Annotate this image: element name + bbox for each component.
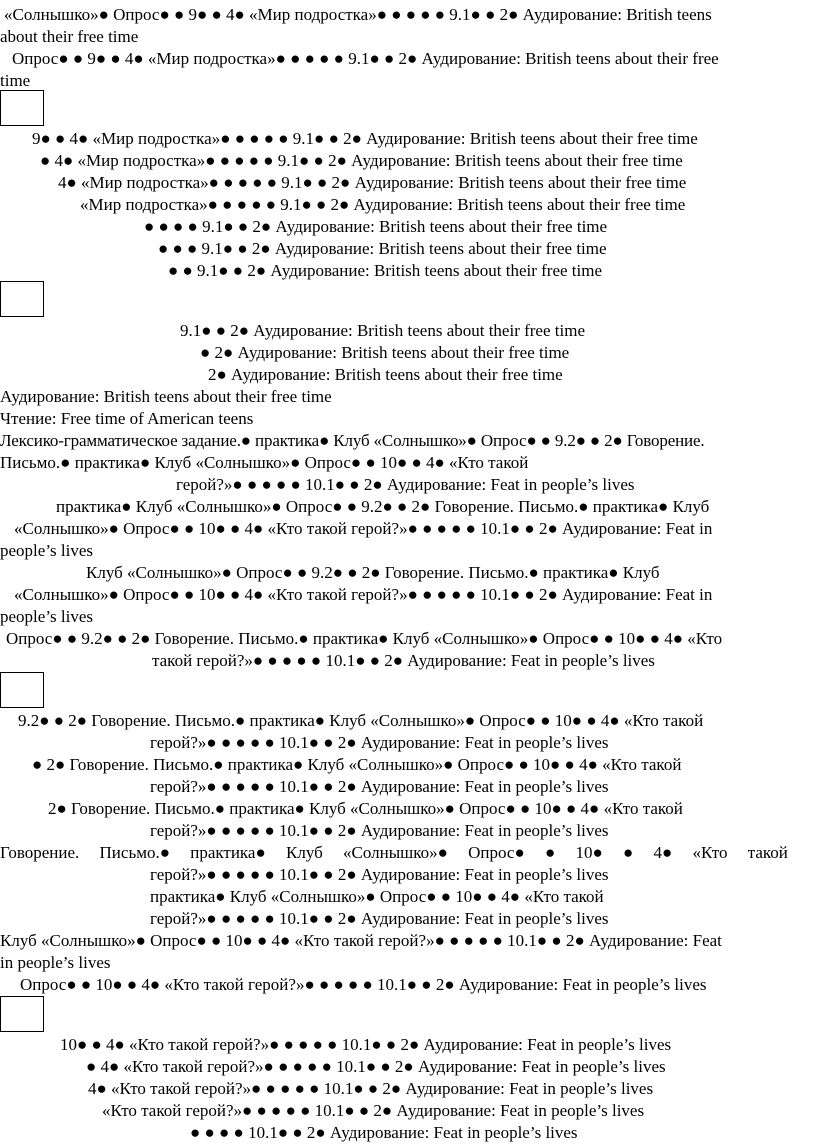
text-line: Чтение: Free time of American teens xyxy=(0,409,254,428)
empty-box xyxy=(0,996,44,1032)
text-line: Опрос● ● 9● ● 4● «Мир подростка»● ● ● ● ● 9.1● ● 2● Аудирование: British teens about their free xyxy=(12,49,719,68)
empty-box xyxy=(0,90,44,126)
text-line: 4● «Кто такой герой?»● ● ● ● ● 10.1● ● 2● Аудирование: Feat in people’s lives xyxy=(88,1079,654,1098)
text-line: Письмо.● практика● Клуб «Солнышко»● Опрос● ● 10● ● 4● «Кто такой xyxy=(0,453,529,472)
text-line: ● 2● Аудирование: British teens about their free time xyxy=(200,343,570,362)
text-line: герой?»● ● ● ● ● 10.1● ● 2● Аудирование: Feat in people’s lives xyxy=(150,865,609,884)
text-line: Опрос● ● 10● ● 4● «Кто такой герой?»● ● ● ● ● 10.1● ● 2● Аудирование: Feat in people’s lives xyxy=(20,975,707,994)
text-line: ● 4● «Кто такой герой?»● ● ● ● ● 10.1● ● 2● Аудирование: Feat in people’s lives xyxy=(86,1057,666,1076)
text-line: Опрос● ● 9.2● ● 2● Говорение. Письмо.● практика● Клуб «Солнышко»● Опрос● ● 10● ● 4● «Кто xyxy=(6,629,723,648)
text-line: герой?»● ● ● ● ● 10.1● ● 2● Аудирование: Feat in people’s lives xyxy=(150,733,609,752)
text-line: «Кто такой герой?»● ● ● ● ● 10.1● ● 2● Аудирование: Feat in people’s lives xyxy=(102,1101,645,1120)
text-line: 9● ● 4● «Мир подростка»● ● ● ● ● 9.1● ● 2● Аудирование: British teens about their free time xyxy=(32,129,698,148)
text-line: in people’s lives xyxy=(0,953,111,972)
text-line: герой?»● ● ● ● ● 10.1● ● 2● Аудирование: Feat in people’s lives xyxy=(176,475,635,494)
empty-box xyxy=(0,281,44,317)
text-line: Лексико-грамматическое задание.● практика● Клуб «Солнышко»● Опрос● ● 9.2● ● 2● Говорение. xyxy=(0,431,705,450)
text-line: 9.2● ● 2● Говорение. Письмо.● практика● Клуб «Солнышко»● Опрос● ● 10● ● 4● «Кто такой xyxy=(18,711,704,730)
text-line: «Мир подростка»● ● ● ● ● 9.1● ● 2● Аудирование: British teens about their free time xyxy=(80,195,686,214)
text-line: такой герой?»● ● ● ● ● 10.1● ● 2● Аудирование: Feat in people’s lives xyxy=(152,651,655,670)
text-line: Клуб «Солнышко»● Опрос● ● 10● ● 4● «Кто такой герой?»● ● ● ● ● 10.1● ● 2● Аудирование: Feat xyxy=(0,931,722,950)
text-line: герой?»● ● ● ● ● 10.1● ● 2● Аудирование: Feat in people’s lives xyxy=(150,821,609,840)
text-line: 4● «Мир подростка»● ● ● ● ● 9.1● ● 2● Аудирование: British teens about their free time xyxy=(58,173,687,192)
text-line: герой?»● ● ● ● ● 10.1● ● 2● Аудирование: Feat in people’s lives xyxy=(150,777,609,796)
text-line: 2● Аудирование: British teens about their free time xyxy=(208,365,563,384)
text-line: 2● Говорение. Письмо.● практика● Клуб «Солнышко»● Опрос● ● 10● ● 4● «Кто такой xyxy=(48,799,683,818)
text-line: герой?»● ● ● ● ● 10.1● ● 2● Аудирование: Feat in people’s lives xyxy=(150,909,609,928)
text-line: практика● Клуб «Солнышко»● Опрос● ● 9.2● ● 2● Говорение. Письмо.● практика● Клуб xyxy=(56,497,710,516)
text-line: ● ● ● ● 9.1● ● 2● Аудирование: British teens about their free time xyxy=(144,217,608,236)
text-line: ● 4● «Мир подростка»● ● ● ● ● 9.1● ● 2● Аудирование: British teens about their free time xyxy=(40,151,683,170)
text-line: people’s lives xyxy=(0,541,94,560)
text-line: ● ● 9.1● ● 2● Аудирование: British teens about their free time xyxy=(168,261,603,280)
text-line: 10● ● 4● «Кто такой герой?»● ● ● ● ● 10.1● ● 2● Аудирование: Feat in people’s lives xyxy=(60,1035,672,1054)
text-line: Клуб «Солнышко»● Опрос● ● 9.2● ● 2● Говорение. Письмо.● практика● Клуб xyxy=(86,563,660,582)
text-line: people’s lives xyxy=(0,607,94,626)
text-line: ● 2● Говорение. Письмо.● практика● Клуб «Солнышко»● Опрос● ● 10● ● 4● «Кто такой xyxy=(32,755,682,774)
text-line: ● ● ● 9.1● ● 2● Аудирование: British teens about their free time xyxy=(158,239,607,258)
text-line: about their free time xyxy=(0,27,139,46)
text-line: «Солнышко»● Опрос● ● 10● ● 4● «Кто такой герой?»● ● ● ● ● 10.1● ● 2● Аудирование: Feat in xyxy=(14,519,713,538)
text-line: time xyxy=(0,71,31,90)
text-line: практика● Клуб «Солнышко»● Опрос● ● 10● ● 4● «Кто такой xyxy=(150,887,604,906)
text-line: 9.1● ● 2● Аудирование: British teens about their free time xyxy=(180,321,585,340)
text-line: Говорение. Письмо.● практика● Клуб «Солнышко»● Опрос● ● 10● ● 4● «Кто такой xyxy=(0,843,788,862)
text-line: Аудирование: British teens about their free time xyxy=(0,387,332,406)
text-line: «Солнышко»● Опрос● ● 9● ● 4● «Мир подростка»● ● ● ● ● 9.1● ● 2● Аудирование: British teens xyxy=(4,5,712,24)
empty-box xyxy=(0,672,44,708)
text-line: ● ● ● ● 10.1● ● 2● Аудирование: Feat in people’s lives xyxy=(190,1123,578,1142)
text-line: «Солнышко»● Опрос● ● 10● ● 4● «Кто такой герой?»● ● ● ● ● 10.1● ● 2● Аудирование: Feat in xyxy=(14,585,713,604)
